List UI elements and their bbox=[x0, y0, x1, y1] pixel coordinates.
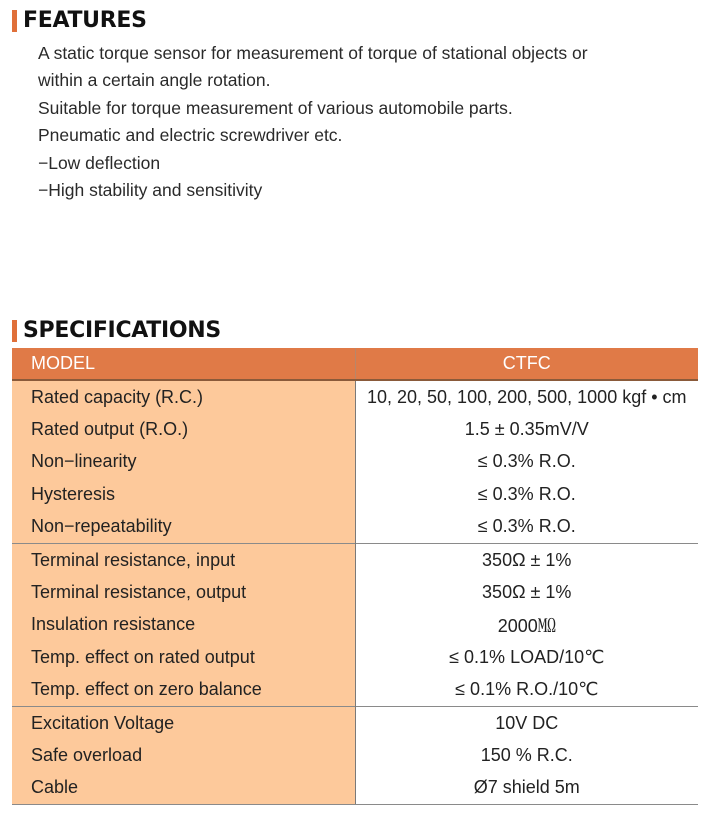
specifications-title: SPECIFICATIONS bbox=[23, 318, 221, 343]
spec-value: ≤ 0.3% R.O. bbox=[477, 483, 576, 504]
spec-value: 10V DC bbox=[355, 706, 698, 739]
spec-label: Rated output (R.O.) bbox=[12, 413, 355, 445]
feature-line: Pneumatic and electric screwdriver etc. bbox=[38, 125, 343, 146]
feature-line: Suitable for torque measurement of various automobile parts. bbox=[38, 97, 513, 118]
table-row bbox=[12, 478, 698, 510]
specifications-heading bbox=[12, 318, 221, 343]
model-header: MODEL bbox=[12, 348, 355, 380]
spec-label: Insulation resistance bbox=[12, 609, 355, 641]
table-row bbox=[12, 739, 698, 771]
table-header-row bbox=[12, 348, 698, 380]
features-list bbox=[38, 40, 588, 204]
spec-label: Safe overload bbox=[12, 739, 355, 771]
spec-label: Rated capacity (R.C.) bbox=[12, 380, 355, 413]
spec-value: 10, 20, 50, 100, 200, 500, 1000 kgf • cm bbox=[366, 386, 687, 407]
spec-label: Non−repeatability bbox=[12, 511, 355, 544]
feature-line: within a certain angle rotation. bbox=[38, 70, 271, 91]
model-value-header: CTFC bbox=[355, 348, 698, 380]
table-row bbox=[12, 380, 698, 413]
spec-value: 350Ω ± 1% bbox=[355, 543, 698, 576]
spec-label: Cable bbox=[12, 772, 355, 805]
feature-line: −High stability and sensitivity bbox=[38, 180, 263, 201]
spec-value: 150 % R.C. bbox=[480, 744, 573, 765]
spec-label: Terminal resistance, input bbox=[12, 543, 355, 576]
table-row bbox=[12, 609, 698, 641]
table-row bbox=[12, 706, 698, 739]
table-row bbox=[12, 576, 698, 608]
table-row bbox=[12, 511, 698, 544]
spec-label: Temp. effect on zero balance bbox=[12, 674, 355, 707]
spec-value: 1.5 ± 0.35mV/V bbox=[464, 419, 589, 440]
specifications-table bbox=[12, 348, 698, 805]
spec-label: Hysteresis bbox=[12, 478, 355, 510]
features-heading bbox=[12, 8, 147, 33]
table-row bbox=[12, 772, 698, 805]
table-row bbox=[12, 674, 698, 707]
feature-line: −Low deflection bbox=[38, 152, 161, 173]
table-row bbox=[12, 641, 698, 673]
spec-label: Temp. effect on rated output bbox=[12, 641, 355, 673]
spec-value: Ø7 shield 5m bbox=[355, 772, 698, 805]
table-row bbox=[12, 446, 698, 478]
table-row bbox=[12, 413, 698, 445]
spec-value: ≤ 0.3% R.O. bbox=[477, 516, 576, 537]
spec-value: 350Ω ± 1% bbox=[482, 582, 572, 603]
heading-accent-bar bbox=[12, 320, 17, 342]
table-row bbox=[12, 543, 698, 576]
spec-value: ≤ 0.1% R.O./10℃ bbox=[455, 679, 599, 700]
spec-value: ≤ 0.1% LOAD/10℃ bbox=[449, 646, 605, 667]
spec-label: Excitation Voltage bbox=[12, 706, 355, 739]
spec-value: ≤ 0.3% R.O. bbox=[477, 451, 576, 472]
spec-label: Non−linearity bbox=[12, 446, 355, 478]
heading-accent-bar bbox=[12, 10, 17, 32]
spec-label: Terminal resistance, output bbox=[12, 576, 355, 608]
feature-line: A static torque sensor for measurement of torque of stational objects or bbox=[38, 43, 588, 63]
spec-value: 2000㏁ bbox=[497, 615, 556, 636]
features-title: FEATURES bbox=[23, 8, 147, 33]
